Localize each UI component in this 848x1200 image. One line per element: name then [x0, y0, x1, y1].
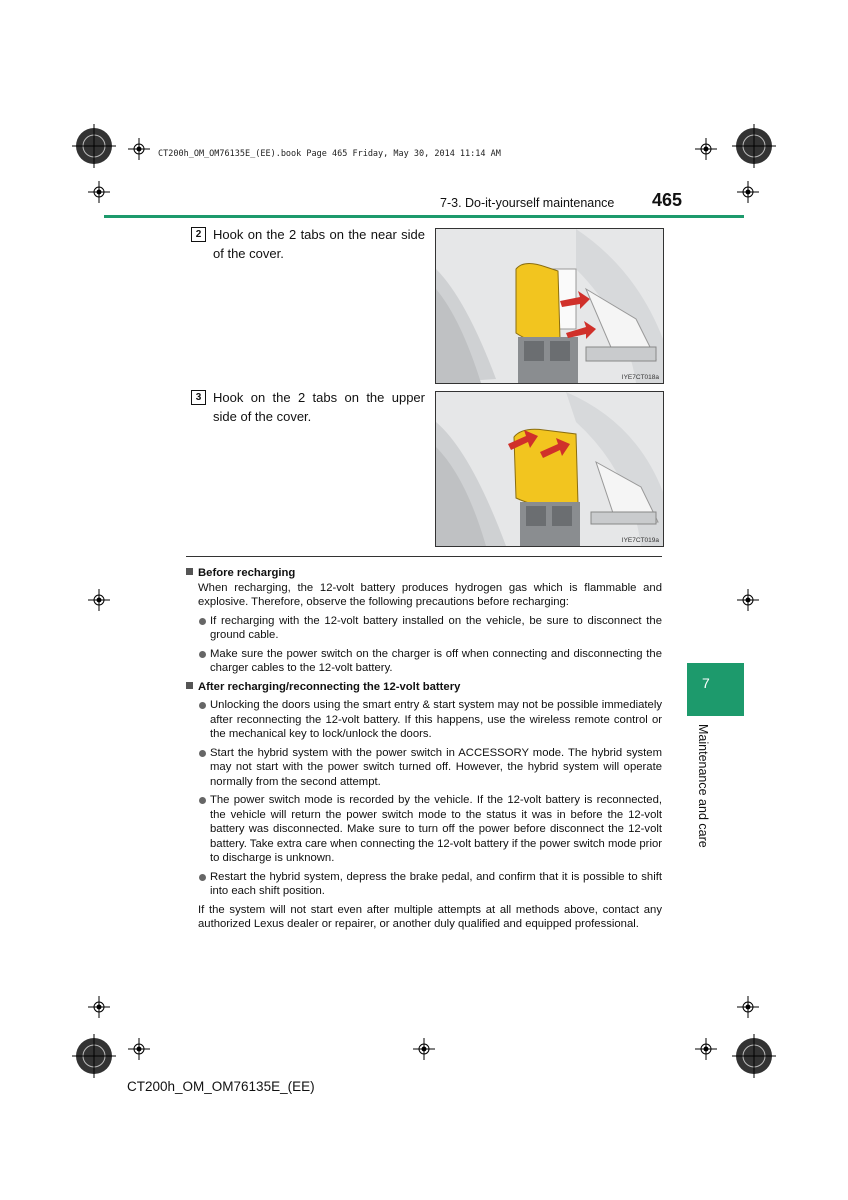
crosshair-icon — [413, 1038, 435, 1060]
section-title: 7-3. Do-it-yourself maintenance — [440, 196, 615, 210]
square-bullet-icon — [186, 682, 193, 689]
section-intro: When recharging, the 12-volt battery produces hydrogen gas which is flammable and explosive. Therefore, observe the following precautions before recharging: — [198, 581, 662, 608]
step-text: Hook on the 2 tabs on the near side of the cover. — [213, 227, 425, 261]
list-item: Make sure the power switch on the charger is off when connecting and disconnecting the charger cables to the 12-volt battery. — [198, 647, 662, 676]
list-item: If recharging with the 12-volt battery installed on the vehicle, be sure to disconnect the ground cable. — [198, 614, 662, 643]
crosshair-icon — [737, 589, 759, 611]
section-heading: After recharging/reconnecting the 12-volt battery — [186, 680, 662, 695]
figure-step-3 — [435, 391, 664, 547]
step-number: 2 — [191, 227, 206, 242]
registration-mark-icon — [732, 1034, 776, 1078]
crosshair-icon — [88, 996, 110, 1018]
section-divider — [186, 556, 662, 557]
step-2 — [191, 225, 427, 269]
step-3 — [191, 388, 427, 432]
registration-mark-icon — [72, 1034, 116, 1078]
figure-code: IYE7CT019a — [621, 537, 659, 544]
crosshair-icon — [695, 138, 717, 160]
list-item: Restart the hybrid system, depress the brake pedal, and confirm that it is possible to shift into each shift position. — [198, 870, 662, 899]
header-rule — [104, 215, 744, 218]
crosshair-icon — [737, 181, 759, 203]
battery-cover-illustration — [436, 392, 663, 546]
section-after-recharging — [186, 680, 662, 932]
registration-mark-icon — [732, 124, 776, 168]
closing-note: If the system will not start even after multiple attempts at all methods above, contact any authorized Lexus dealer or repairer, or another duly qualified and equipped professional. — [198, 903, 662, 930]
crosshair-icon — [737, 996, 759, 1018]
list-item: The power switch mode is recorded by the vehicle. If the 12-volt battery is reconnected, the vehicle will return the power switch mode to the status it was in before the 12-volt battery was disconnected. Make sure to turn off the power before disconnect the 12-volt battery. Take extra care when connecting the 12-volt battery if the power switch mode prior to discharge is unknown. — [198, 793, 662, 866]
page-number: 465 — [652, 190, 683, 210]
bullet-list — [198, 698, 662, 899]
list-item: Unlocking the doors using the smart entry & start system may not be possible immediately after reconnecting the 12-volt battery. If this happens, use the wireless remote control or the mechanical key to lock/unlock the doors. — [198, 698, 662, 742]
chapter-tab — [687, 663, 744, 716]
crosshair-icon — [88, 589, 110, 611]
figure-code: IYE7CT018a — [621, 374, 659, 381]
square-bullet-icon — [186, 568, 193, 575]
section-heading: Before recharging — [186, 566, 662, 581]
battery-cover-illustration — [436, 229, 663, 383]
section-before-recharging — [186, 566, 662, 676]
step-text: Hook on the 2 tabs on the upper side of the cover. — [213, 390, 425, 424]
figure-step-2 — [435, 228, 664, 384]
crosshair-icon — [128, 1038, 150, 1060]
footer-doc-code: CT200h_OM_OM76135E_(EE) — [127, 1079, 315, 1094]
registration-mark-icon — [72, 124, 116, 168]
step-number: 3 — [191, 390, 206, 405]
crosshair-icon — [695, 1038, 717, 1060]
book-info: CT200h_OM_OM76135E_(EE).book Page 465 Friday, May 30, 2014 11:14 AM — [158, 149, 501, 159]
chapter-number: 7 — [702, 675, 710, 691]
list-item: Start the hybrid system with the power switch in ACCESSORY mode. The hybrid system may not start with the power switch turned off. However, the hybrid system will operate normally from the second attempt. — [198, 746, 662, 790]
chapter-label: Maintenance and care — [696, 724, 710, 848]
notes-block — [186, 566, 662, 932]
bullet-list — [198, 614, 662, 676]
crosshair-icon — [128, 138, 150, 160]
crosshair-icon — [88, 181, 110, 203]
